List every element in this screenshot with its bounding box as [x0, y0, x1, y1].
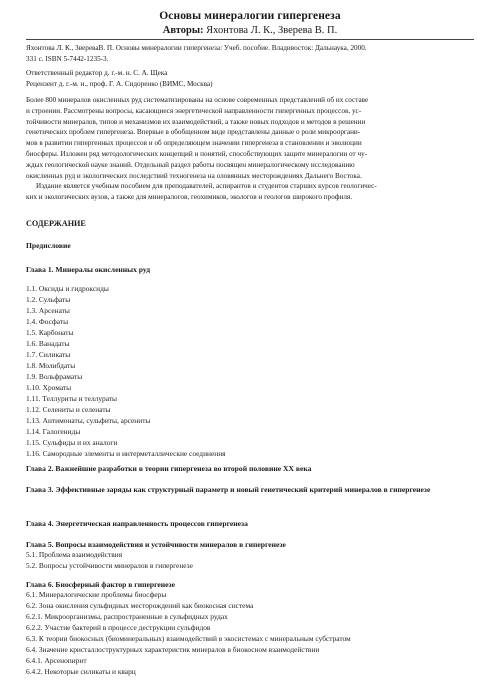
editor-line: Ответственный редактор д. г.-м. н. С. А. Щека: [26, 69, 168, 77]
abstract-line: ждых геологической науке знаний. Отдельный раздел работы посвящен минералогическому исследованию: [26, 160, 355, 169]
abstract-line: биосферы. Изложен ряд методологических концепций и понятий, способствующих защите минералогии от чу-: [26, 149, 368, 158]
toc-item[interactable]: 1.7. Силикаты: [26, 350, 71, 359]
toc-item[interactable]: 6.2.2. Участие бактерий в процессе деструкции сульфидов: [26, 623, 211, 632]
abstract-line: Издание является учебным пособием для преподавателей, аспирантов и студентов старших курсов геологичес-: [36, 182, 377, 191]
abstract-line: ких и экологических вузов, а также для минералогов, геохимиков, экологов и геологов широкого профиля.: [26, 193, 353, 202]
toc-chapter-1[interactable]: Глава 1. Минералы окисленных руд: [26, 265, 151, 274]
toc-item[interactable]: 5.1. Проблема взаимодействия: [26, 550, 123, 559]
toc-item[interactable]: 1.2. Сульфаты: [26, 295, 71, 304]
authors-label: Авторы:: [162, 25, 204, 36]
reviewer-line: Рецензент д. г.-м. н., проф. Г. А. Сидоренко (ВИМС, Москва): [26, 80, 213, 88]
toc-item[interactable]: 1.8. Молибдаты: [26, 361, 76, 370]
toc-item[interactable]: 1.1. Оксиды и гидроксиды: [26, 284, 109, 293]
abstract-line: генетических проблем гипергенеза. Впервые в обобщенном виде представлены данные о роли микрооргани-: [26, 128, 361, 137]
toc-chapter-4[interactable]: Глава 4. Энергетическая направленность процессов гипергенеза: [26, 519, 248, 528]
toc-item[interactable]: 1.14. Галогениды: [26, 427, 81, 436]
citation-line-1: Яхонтова Л. К., ЗвереваВ. П. Основы минералогии гипергенеза: Учеб. пособие. Владивосток: Дальнаука, 2000.: [26, 44, 367, 52]
toc-item[interactable]: 1.10. Хроматы: [26, 383, 72, 392]
toc-chapter-2[interactable]: Глава 2. Важнейшие разработки в теории гипергенеза во второй половине XX века: [26, 464, 312, 473]
toc-item[interactable]: 1.11. Теллуриты и теллураты: [26, 394, 117, 403]
toc-item[interactable]: 6.4.1. Арсенопирит: [26, 656, 87, 665]
toc-item[interactable]: 1.13. Антимонаты, сульфиты, арсениты: [26, 416, 151, 425]
abstract-line: тойчивости минералов, типов и механизмов их взаимодействий, а также новых подходов и методов в решении: [26, 117, 366, 126]
toc-heading: СОДЕРЖАНИЕ: [26, 219, 86, 228]
abstract-line: мов в развитии гипергенных процессов и об определяющем значении гипергенеза в становлении и эволюции: [26, 139, 362, 148]
toc-item[interactable]: 1.3. Арсенаты: [26, 306, 70, 315]
toc-item[interactable]: 6.2. Зона окисления сульфидных месторождений как биокосная система: [26, 601, 254, 610]
abstract-line: окисленных руд и экологических последствий техногенеза на оловянных месторождениях Дальнего Востока.: [26, 171, 362, 180]
toc-chapter-5[interactable]: Глава 5. Вопросы взаимодействия и устойчивости минералов в гипергенезе: [26, 540, 286, 549]
toc-item[interactable]: 6.4. Значение кристаллоструктурных характеристик минералов в биокосном взаимодействии: [26, 645, 320, 654]
toc-item[interactable]: 5.2. Вопросы устойчивости минералов в гипергенезе: [26, 561, 193, 570]
toc-item[interactable]: 1.6. Ванадаты: [26, 339, 70, 348]
authors-line: [0, 25, 500, 36]
citation-line-2: 331 с. ISBN 5-7442-1235-3.: [26, 55, 109, 63]
toc-item[interactable]: 1.15. Сульфиды и их аналоги: [26, 438, 118, 447]
toc-preface[interactable]: Предисловие: [26, 241, 71, 250]
title-divider: [26, 39, 474, 40]
toc-item[interactable]: 1.4. Фосфаты: [26, 317, 69, 326]
toc-item[interactable]: 1.5. Карбонаты: [26, 328, 74, 337]
toc-item[interactable]: 1.16. Самородные элементы и интерметаллические соединения: [26, 449, 226, 458]
toc-item[interactable]: 6.1. Минералогические проблемы биосферы: [26, 590, 167, 599]
abstract: [26, 95, 478, 203]
abstract-line: и строении. Рассмотрены вопросы, касающиеся энергетической направленности гипергенных процессов, ус-: [26, 106, 362, 115]
toc-item[interactable]: 6.4.2. Некоторые силикаты и кварц: [26, 667, 136, 676]
toc-item[interactable]: 6.3. К теории биокосных (биоминеральных) взаимодействий в экосистемах с минеральным субстратом: [26, 634, 351, 643]
toc-item[interactable]: 1.9. Вольфраматы: [26, 372, 83, 381]
authors-names: Яхонтова Л. К., Зверева В. П.: [206, 25, 338, 36]
abstract-line: Более 800 минералов окисленных руд систематизированы на основе современных представлений об их составе: [26, 96, 369, 104]
book-title: Основы минералогии гипергенеза: [159, 10, 341, 22]
toc-item[interactable]: 1.12. Селениты и селенаты: [26, 405, 111, 414]
toc-chapter-6[interactable]: Глава 6. Биосферный фактор в гипергенезе: [26, 580, 175, 589]
toc-item[interactable]: 6.2.1. Микроорганизмы, распространенные в сульфидных рудах: [26, 612, 228, 621]
toc-chapter-3[interactable]: Глава 3. Эффективные заряды как структурный параметр и новый генетический критерий минералов в гипергенезе: [26, 485, 431, 494]
